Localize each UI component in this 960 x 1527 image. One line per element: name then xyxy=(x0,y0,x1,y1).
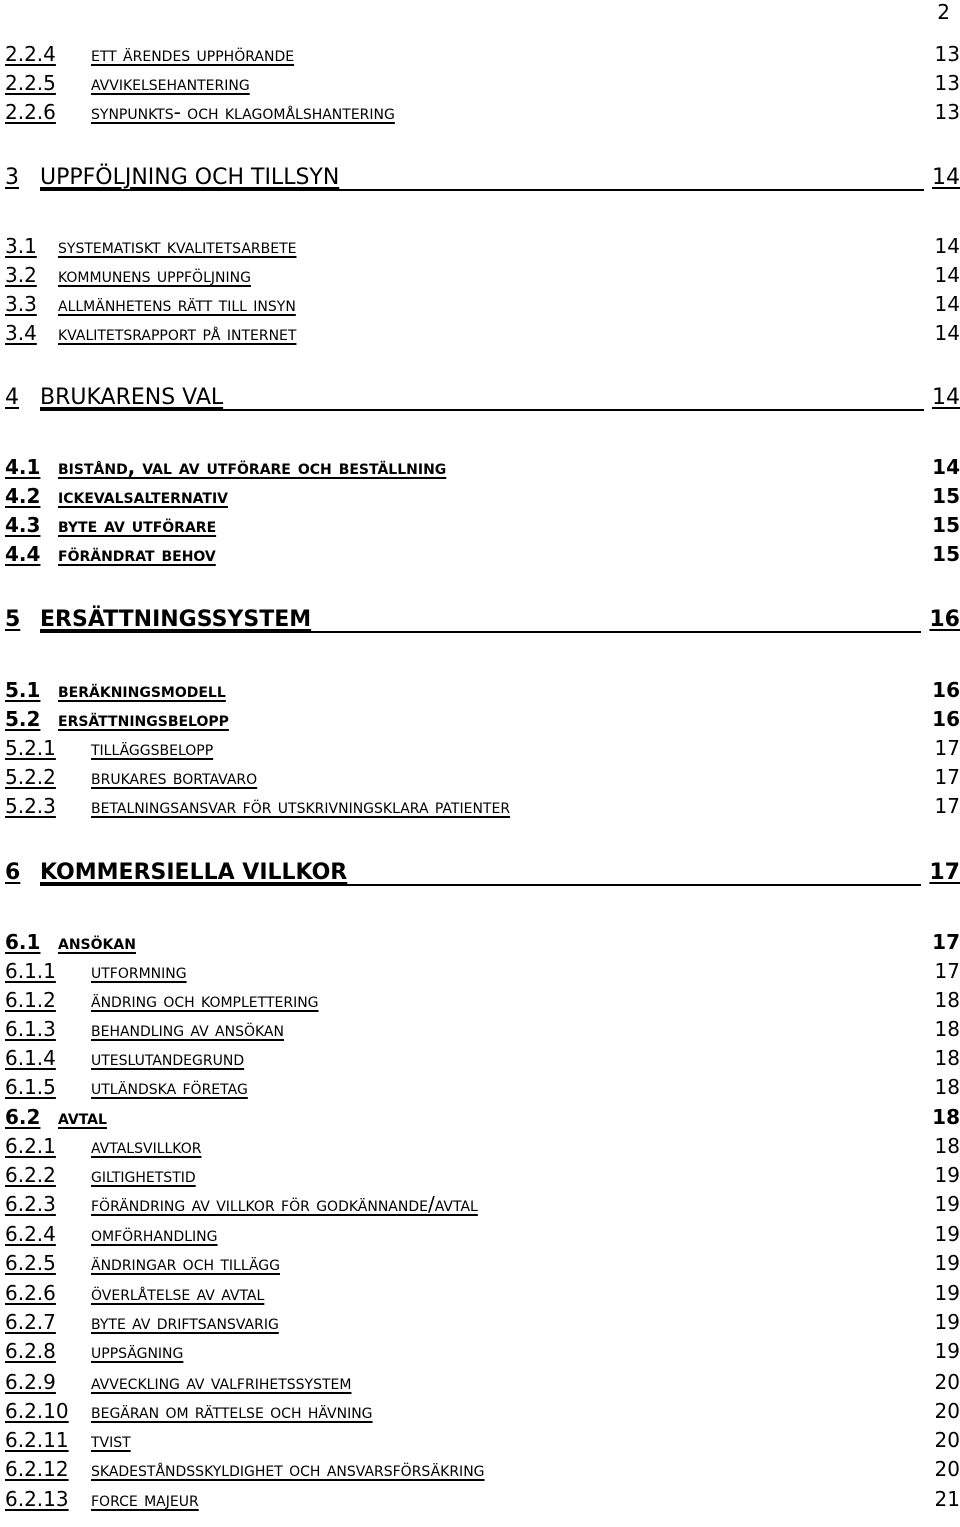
toc-chapter-entry[interactable] xyxy=(5,607,960,635)
toc-entry-title: ändringar och tillägg xyxy=(91,1251,280,1275)
toc-entry[interactable] xyxy=(5,676,960,704)
toc-entry-title: avvikelsehantering xyxy=(91,71,250,95)
toc-entry-number: 6.2.9 xyxy=(5,1370,56,1394)
toc-entry[interactable] xyxy=(5,734,960,762)
toc-entry[interactable] xyxy=(5,1308,960,1336)
toc-entry-title: ersättningsbelopp xyxy=(58,707,229,731)
toc-entry[interactable] xyxy=(5,705,960,733)
toc-entry-title: tilläggsbelopp xyxy=(91,736,214,760)
toc-entry-page: 13 xyxy=(934,100,960,124)
toc-entry-title: beräkningsmodell xyxy=(58,678,226,702)
toc-entry[interactable] xyxy=(5,540,960,568)
toc-entry-title: kvalitetsrapport på internet xyxy=(58,321,297,345)
toc-entry-number: 5.2.2 xyxy=(5,765,56,789)
toc-entry[interactable] xyxy=(5,290,960,318)
toc-entry-title: byte av driftsansvarig xyxy=(91,1310,279,1334)
toc-entry-title: bistånd, val av utförare och beställning xyxy=(58,455,447,479)
toc-entry-number: 6.2.8 xyxy=(5,1339,56,1363)
toc-entry-title: byte av utförare xyxy=(58,513,217,537)
toc-entry-title: brukares bortavaro xyxy=(91,765,258,789)
toc-entry[interactable] xyxy=(5,1132,960,1160)
toc-entry-number: 6.1.3 xyxy=(5,1017,56,1041)
toc-entry[interactable] xyxy=(5,1161,960,1189)
toc-entry-number: 6.2.3 xyxy=(5,1192,56,1216)
toc-entry-number: 6.2.13 xyxy=(5,1487,69,1511)
toc-leader-line xyxy=(40,409,924,411)
toc-entry-title: allmänhetens rätt till insyn xyxy=(58,292,296,316)
toc-entry-title: ansökan xyxy=(58,930,136,954)
toc-entry-page: 20 xyxy=(934,1457,960,1481)
toc-entry[interactable] xyxy=(5,1044,960,1072)
toc-entry-title: uppsägning xyxy=(91,1339,184,1363)
toc-entry[interactable] xyxy=(5,986,960,1014)
toc-leader-line xyxy=(40,189,924,191)
toc-entry-page: 20 xyxy=(934,1399,960,1423)
toc-entry[interactable] xyxy=(5,40,960,68)
toc-entry[interactable] xyxy=(5,763,960,791)
toc-entry[interactable] xyxy=(5,1426,960,1454)
toc-entry[interactable] xyxy=(5,453,960,481)
toc-entry-number: 5.2.1 xyxy=(5,736,56,760)
toc-entry-page: 14 xyxy=(932,165,960,190)
toc-entry-page: 19 xyxy=(934,1339,960,1363)
toc-entry-title: kommunens uppföljning xyxy=(58,263,251,287)
toc-entry-title: uteslutandegrund xyxy=(91,1046,245,1070)
toc-entry-page: 14 xyxy=(932,385,960,410)
toc-entry[interactable] xyxy=(5,928,960,956)
toc-entry-title-text: UPPFÖLJNING OCH TILLSYN xyxy=(40,165,340,190)
toc-entry-page: 17 xyxy=(934,765,960,789)
toc-entry-page: 16 xyxy=(932,707,960,731)
toc-entry-number: 6.1 xyxy=(5,930,41,954)
toc-entry-title: synpunkts- och klagomålshantering xyxy=(91,100,395,124)
toc-leader-line xyxy=(40,884,921,886)
toc-entry-page: 18 xyxy=(932,1105,960,1129)
toc-entry[interactable] xyxy=(5,69,960,97)
toc-entry-number: 3.2 xyxy=(5,263,37,287)
toc-entry-number: 4.3 xyxy=(5,513,41,537)
toc-entry-number: 6.1.5 xyxy=(5,1075,56,1099)
toc-entry-title: omförhandling xyxy=(91,1222,218,1246)
toc-entry-page: 17 xyxy=(934,794,960,818)
toc-entry-title xyxy=(40,383,924,413)
toc-entry-page: 17 xyxy=(934,959,960,983)
toc-entry-page: 16 xyxy=(932,678,960,702)
toc-chapter-entry[interactable] xyxy=(5,165,960,193)
toc-entry-number: 6.2 xyxy=(5,1105,41,1129)
toc-entry[interactable] xyxy=(5,1397,960,1425)
toc-entry-page: 13 xyxy=(934,71,960,95)
toc-entry-title: betalningsansvar för utskrivningsklara patienter xyxy=(91,794,511,818)
toc-entry-title xyxy=(40,605,921,635)
toc-entry-page: 17 xyxy=(929,860,960,885)
toc-entry-title: force majeur xyxy=(91,1487,199,1511)
toc-entry-number: 3.4 xyxy=(5,321,37,345)
toc-entry-number: 5 xyxy=(5,607,21,632)
toc-entry-number: 3 xyxy=(5,165,19,190)
toc-entry-number: 2.2.5 xyxy=(5,71,56,95)
toc-entry[interactable] xyxy=(5,1485,960,1513)
toc-entry-page: 19 xyxy=(934,1310,960,1334)
toc-entry[interactable] xyxy=(5,1455,960,1483)
toc-entry-number: 4.2 xyxy=(5,484,41,508)
toc-entry[interactable] xyxy=(5,482,960,510)
toc-entry-title xyxy=(40,163,924,193)
toc-entry-number: 4.1 xyxy=(5,455,41,479)
toc-entry-title-text: ERSÄTTNINGSSYSTEM xyxy=(40,607,312,632)
toc-entry-number: 5.1 xyxy=(5,678,41,702)
toc-entry[interactable] xyxy=(5,1279,960,1307)
toc-entry-title: utländska företag xyxy=(91,1075,248,1099)
toc-entry-page: 19 xyxy=(934,1281,960,1305)
toc-entry-title: tvist xyxy=(91,1428,131,1452)
toc-chapter-entry[interactable] xyxy=(5,860,960,888)
toc-entry-title: avveckling av valfrihetssystem xyxy=(91,1370,352,1394)
toc-entry-number: 2.2.6 xyxy=(5,100,56,124)
toc-entry-title: behandling av ansökan xyxy=(91,1017,284,1041)
toc-entry-page: 18 xyxy=(934,1134,960,1158)
toc-entry-number: 6.2.7 xyxy=(5,1310,56,1334)
toc-entry-number: 4.4 xyxy=(5,542,41,566)
toc-entry-page: 19 xyxy=(934,1222,960,1246)
toc-entry-number: 5.2.3 xyxy=(5,794,56,818)
toc-entry-number: 6.2.5 xyxy=(5,1251,56,1275)
toc-entry[interactable] xyxy=(5,1103,960,1131)
toc-entry[interactable] xyxy=(5,1220,960,1248)
toc-entry-number: 6.1.1 xyxy=(5,959,56,983)
toc-entry[interactable] xyxy=(5,319,960,347)
toc-entry-page: 18 xyxy=(934,988,960,1012)
toc-entry-number: 3.1 xyxy=(5,234,37,258)
toc-entry[interactable] xyxy=(5,1190,960,1218)
toc-entry-title-text: KOMMERSIELLA VILLKOR xyxy=(40,860,348,885)
toc-entry-number: 5.2 xyxy=(5,707,41,731)
toc-entry-page: 19 xyxy=(934,1251,960,1275)
toc-entry-page: 18 xyxy=(934,1017,960,1041)
toc-entry-page: 14 xyxy=(934,321,960,345)
toc-entry[interactable] xyxy=(5,98,960,126)
toc-entry-page: 14 xyxy=(934,234,960,258)
toc-entry-page: 20 xyxy=(934,1370,960,1394)
toc-entry-number: 6.2.1 xyxy=(5,1134,56,1158)
toc-entry-title: utformning xyxy=(91,959,187,983)
toc-leader-line xyxy=(40,631,921,633)
toc-entry-number: 2.2.4 xyxy=(5,42,56,66)
toc-entry-page: 14 xyxy=(932,455,960,479)
toc-entry-title: avtalsvillkor xyxy=(91,1134,202,1158)
toc-entry-page: 16 xyxy=(929,607,960,632)
toc-entry-page: 18 xyxy=(934,1075,960,1099)
toc-entry-page: 17 xyxy=(932,930,960,954)
toc-entry-title: systematiskt kvalitetsarbete xyxy=(58,234,297,258)
toc-entry-title: giltighetstid xyxy=(91,1163,196,1187)
page-number: 2 xyxy=(937,0,950,24)
toc-entry-page: 14 xyxy=(934,292,960,316)
toc-entry-number: 6.1.4 xyxy=(5,1046,56,1070)
toc-entry-page: 19 xyxy=(934,1163,960,1187)
toc-entry-page: 15 xyxy=(932,542,960,566)
toc-entry-number: 6.2.11 xyxy=(5,1428,69,1452)
toc-entry-title: ett ärendes upphörande xyxy=(91,42,295,66)
toc-entry-page: 15 xyxy=(932,513,960,537)
toc-entry-title: skadeståndsskyldighet och ansvarsförsäkring xyxy=(91,1457,485,1481)
toc-entry[interactable] xyxy=(5,232,960,260)
toc-entry-title-text: BRUKARENS VAL xyxy=(40,385,224,410)
toc-entry-page: 15 xyxy=(932,484,960,508)
toc-entry-title: överlåtelse av avtal xyxy=(91,1281,265,1305)
toc-entry-title: förändrat behov xyxy=(58,542,216,566)
toc-entry-number: 6.2.12 xyxy=(5,1457,69,1481)
toc-entry[interactable] xyxy=(5,1249,960,1277)
toc-entry-page: 13 xyxy=(934,42,960,66)
toc-entry[interactable] xyxy=(5,1337,960,1365)
toc-entry-number: 6.2.2 xyxy=(5,1163,56,1187)
toc-entry-page: 21 xyxy=(934,1487,960,1511)
toc-entry[interactable] xyxy=(5,1073,960,1101)
toc-entry-title: begäran om rättelse och hävning xyxy=(91,1399,373,1423)
toc-entry[interactable] xyxy=(5,1368,960,1396)
toc-entry-number: 3.3 xyxy=(5,292,37,316)
toc-entry[interactable] xyxy=(5,511,960,539)
toc-entry-number: 6 xyxy=(5,860,21,885)
toc-entry-page: 19 xyxy=(934,1192,960,1216)
toc-entry[interactable] xyxy=(5,1015,960,1043)
toc-entry-page: 20 xyxy=(934,1428,960,1452)
toc-entry-number: 6.1.2 xyxy=(5,988,56,1012)
toc-entry-page: 14 xyxy=(934,263,960,287)
toc-entry-title: ändring och komplettering xyxy=(91,988,319,1012)
toc-entry-title xyxy=(40,858,921,888)
toc-entry[interactable] xyxy=(5,261,960,289)
toc-entry[interactable] xyxy=(5,792,960,820)
toc-entry-page: 18 xyxy=(934,1046,960,1070)
toc-entry-title: avtal xyxy=(58,1105,107,1129)
toc-chapter-entry[interactable] xyxy=(5,385,960,413)
toc-entry-title: förändring av villkor för godkännande/avtal xyxy=(91,1192,478,1216)
toc-entry-number: 4 xyxy=(5,385,19,410)
toc-entry-number: 6.2.6 xyxy=(5,1281,56,1305)
toc-entry-page: 17 xyxy=(934,736,960,760)
toc-entry[interactable] xyxy=(5,957,960,985)
toc-entry-number: 6.2.4 xyxy=(5,1222,56,1246)
toc-entry-number: 6.2.10 xyxy=(5,1399,69,1423)
toc-entry-title: ickevalsalternativ xyxy=(58,484,229,508)
